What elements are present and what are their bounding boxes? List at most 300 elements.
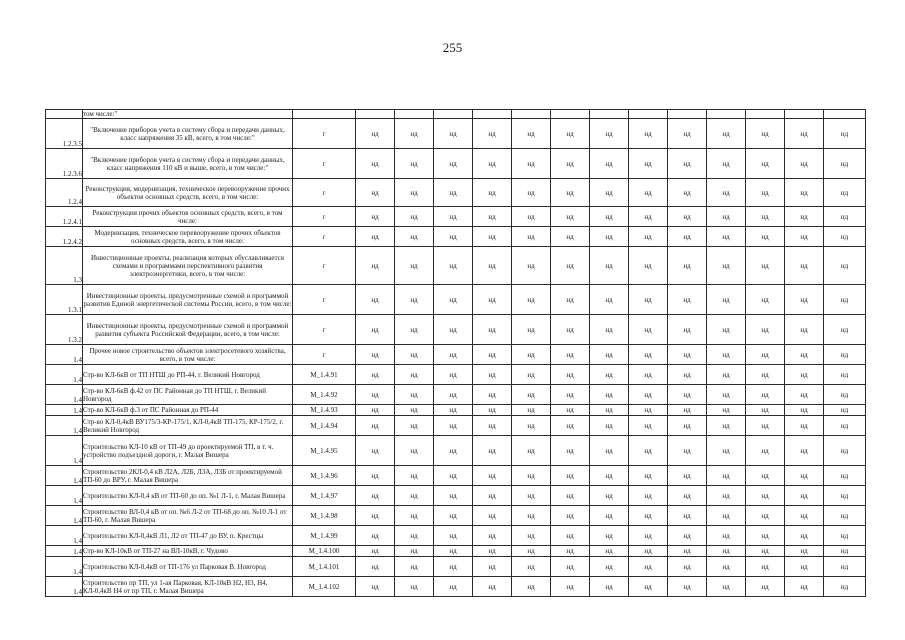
- row-value-cell: нд: [629, 385, 668, 405]
- row-value-cell: нд: [707, 247, 746, 285]
- row-value-cell: нд: [434, 207, 473, 227]
- row-name: Строительство КЛ-0,4кВ от ТП-176 ул Парковая В. Новгород: [83, 557, 293, 577]
- row-value-cell: нд: [551, 546, 590, 557]
- row-code: [46, 110, 83, 119]
- row-value-cell: нд: [551, 207, 590, 227]
- row-value-cell: нд: [395, 486, 434, 506]
- row-value-cell: нд: [707, 506, 746, 526]
- row-value-cell: нд: [746, 557, 785, 577]
- row-value-cell: нд: [785, 405, 824, 416]
- row-value-cell: нд: [785, 416, 824, 436]
- row-value-cell: [590, 110, 629, 119]
- row-code: 1.3.2: [46, 315, 83, 345]
- row-value-cell: нд: [668, 247, 707, 285]
- row-value-cell: нд: [746, 227, 785, 247]
- row-value-cell: нд: [746, 526, 785, 546]
- row-value-cell: нд: [590, 405, 629, 416]
- row-value-cell: нд: [395, 285, 434, 315]
- row-value-cell: нд: [434, 227, 473, 247]
- row-value-cell: нд: [356, 179, 395, 207]
- row-value-cell: нд: [395, 365, 434, 385]
- row-value-cell: нд: [707, 285, 746, 315]
- row-value-cell: нд: [785, 506, 824, 526]
- table-row: [46, 486, 866, 506]
- row-value-cell: нд: [746, 466, 785, 486]
- row-value-cell: нд: [473, 416, 512, 436]
- row-unit: M_1.4.101: [293, 557, 356, 577]
- row-value-cell: нд: [629, 466, 668, 486]
- row-value-cell: нд: [551, 315, 590, 345]
- row-value-cell: нд: [551, 345, 590, 365]
- row-value-cell: нд: [395, 577, 434, 597]
- row-value-cell: нд: [434, 149, 473, 179]
- row-name: Стр-во КЛ-6кВ ф.3 от ПС Районная до РП-44: [83, 405, 293, 416]
- row-value-cell: нд: [356, 486, 395, 506]
- row-value-cell: нд: [512, 207, 551, 227]
- row-value-cell: нд: [824, 405, 866, 416]
- row-value-cell: нд: [629, 227, 668, 247]
- table-row: [46, 506, 866, 526]
- row-value-cell: нд: [395, 179, 434, 207]
- row-value-cell: нд: [785, 285, 824, 315]
- row-code: 1.2.4: [46, 179, 83, 207]
- row-value-cell: нд: [746, 365, 785, 385]
- row-value-cell: нд: [356, 557, 395, 577]
- row-value-cell: нд: [824, 149, 866, 179]
- row-value-cell: нд: [629, 149, 668, 179]
- row-value-cell: нд: [590, 285, 629, 315]
- row-unit: г: [293, 227, 356, 247]
- row-value-cell: нд: [590, 365, 629, 385]
- table-row: [46, 385, 866, 405]
- row-value-cell: нд: [590, 506, 629, 526]
- row-name: "Включение приборов учета в систему сбора и передачи данных, класс напряжения 35 кВ, всего, в том числе:": [83, 119, 293, 149]
- row-value-cell: нд: [746, 149, 785, 179]
- row-value-cell: нд: [512, 416, 551, 436]
- row-value-cell: нд: [395, 506, 434, 526]
- row-value-cell: нд: [473, 486, 512, 506]
- row-value-cell: нд: [824, 466, 866, 486]
- row-value-cell: нд: [434, 557, 473, 577]
- row-value-cell: нд: [629, 405, 668, 416]
- row-value-cell: [551, 110, 590, 119]
- row-value-cell: нд: [824, 119, 866, 149]
- row-unit: г: [293, 285, 356, 315]
- row-value-cell: нд: [356, 247, 395, 285]
- row-value-cell: нд: [512, 577, 551, 597]
- row-value-cell: нд: [473, 385, 512, 405]
- row-value-cell: нд: [668, 466, 707, 486]
- row-value-cell: нд: [707, 385, 746, 405]
- row-unit: M_1.4.95: [293, 436, 356, 466]
- table-row: [46, 119, 866, 149]
- row-value-cell: нд: [551, 149, 590, 179]
- row-code: 1.4: [46, 557, 83, 577]
- row-value-cell: нд: [668, 486, 707, 506]
- row-value-cell: нд: [395, 247, 434, 285]
- row-value-cell: нд: [356, 207, 395, 227]
- row-name: Стр-во КЛ-10кВ от ТП-27 на ВЛ-10кВ, г. Чудово: [83, 546, 293, 557]
- row-value-cell: нд: [551, 466, 590, 486]
- row-value-cell: нд: [746, 315, 785, 345]
- row-code: 1.2.3.6: [46, 149, 83, 179]
- row-value-cell: нд: [512, 227, 551, 247]
- row-value-cell: нд: [551, 486, 590, 506]
- row-value-cell: нд: [512, 149, 551, 179]
- row-value-cell: нд: [473, 506, 512, 526]
- row-value-cell: нд: [356, 405, 395, 416]
- row-value-cell: нд: [512, 345, 551, 365]
- row-value-cell: нд: [434, 385, 473, 405]
- row-value-cell: [512, 110, 551, 119]
- row-value-cell: нд: [512, 486, 551, 506]
- row-value-cell: нд: [824, 385, 866, 405]
- row-value-cell: нд: [590, 179, 629, 207]
- row-value-cell: нд: [785, 315, 824, 345]
- row-value-cell: нд: [512, 247, 551, 285]
- table-row: [46, 557, 866, 577]
- row-value-cell: нд: [395, 416, 434, 436]
- row-value-cell: нд: [551, 385, 590, 405]
- row-value-cell: нд: [473, 436, 512, 466]
- row-unit: г: [293, 247, 356, 285]
- row-value-cell: нд: [551, 405, 590, 416]
- row-value-cell: нд: [668, 365, 707, 385]
- row-code: 1.4: [46, 466, 83, 486]
- row-value-cell: нд: [395, 436, 434, 466]
- row-value-cell: нд: [512, 315, 551, 345]
- row-value-cell: нд: [824, 436, 866, 466]
- row-value-cell: нд: [434, 466, 473, 486]
- row-value-cell: нд: [551, 506, 590, 526]
- row-value-cell: нд: [824, 365, 866, 385]
- row-value-cell: нд: [590, 207, 629, 227]
- row-unit: M_1.4.93: [293, 405, 356, 416]
- row-value-cell: нд: [629, 119, 668, 149]
- row-value-cell: нд: [785, 149, 824, 179]
- row-value-cell: нд: [434, 546, 473, 557]
- row-value-cell: нд: [356, 546, 395, 557]
- row-name: Стр-во КЛ-6кВ ф.42 от ПС Районная до ТП НТШ, г. Великий Новгород: [83, 385, 293, 405]
- row-value-cell: нд: [590, 247, 629, 285]
- row-value-cell: нд: [590, 546, 629, 557]
- row-value-cell: нд: [512, 526, 551, 546]
- row-code: 1.4: [46, 365, 83, 385]
- row-value-cell: нд: [824, 207, 866, 227]
- row-value-cell: нд: [512, 285, 551, 315]
- row-value-cell: нд: [785, 179, 824, 207]
- row-value-cell: нд: [668, 207, 707, 227]
- row-value-cell: нд: [824, 285, 866, 315]
- row-unit: г: [293, 207, 356, 227]
- row-value-cell: нд: [707, 526, 746, 546]
- row-value-cell: нд: [551, 179, 590, 207]
- row-value-cell: нд: [668, 416, 707, 436]
- row-value-cell: нд: [395, 227, 434, 247]
- row-value-cell: нд: [395, 207, 434, 227]
- row-value-cell: нд: [707, 436, 746, 466]
- row-value-cell: нд: [707, 405, 746, 416]
- table-row: [46, 227, 866, 247]
- row-name: Инвестиционные проекты, реализация которых обуславливается схемами и программами перспективного развития электроэнергетики, всего, в том числе:: [83, 247, 293, 285]
- row-value-cell: нд: [629, 546, 668, 557]
- row-value-cell: нд: [590, 227, 629, 247]
- row-code: 1.2.3.5: [46, 119, 83, 149]
- row-value-cell: нд: [668, 577, 707, 597]
- row-value-cell: нд: [590, 119, 629, 149]
- row-unit: M_1.4.94: [293, 416, 356, 436]
- row-value-cell: нд: [785, 385, 824, 405]
- row-code: 1.4: [46, 486, 83, 506]
- row-code: 1.4: [46, 506, 83, 526]
- row-value-cell: нд: [746, 506, 785, 526]
- row-value-cell: нд: [590, 557, 629, 577]
- row-value-cell: нд: [668, 506, 707, 526]
- row-value-cell: [434, 110, 473, 119]
- row-value-cell: нд: [395, 405, 434, 416]
- row-value-cell: нд: [629, 285, 668, 315]
- page-number: 255: [442, 40, 463, 55]
- row-value-cell: нд: [824, 546, 866, 557]
- row-name: Строительство КЛ-0,4 кВ от ТП-60 до оп. №1 Л-1, г. Малая Вишера: [83, 486, 293, 506]
- row-value-cell: нд: [824, 577, 866, 597]
- row-value-cell: нд: [746, 486, 785, 506]
- row-value-cell: нд: [629, 506, 668, 526]
- row-value-cell: нд: [824, 345, 866, 365]
- row-value-cell: нд: [785, 436, 824, 466]
- row-unit: M_1.4.96: [293, 466, 356, 486]
- row-value-cell: нд: [356, 149, 395, 179]
- row-value-cell: нд: [824, 526, 866, 546]
- row-name: "Включение приборов учета в систему сбора и передачи данных, класс напряжения 110 кВ и выше, всего, в том числе:": [83, 149, 293, 179]
- row-value-cell: нд: [356, 227, 395, 247]
- row-unit: M_1.4.102: [293, 577, 356, 597]
- row-value-cell: нд: [590, 486, 629, 506]
- row-value-cell: нд: [668, 546, 707, 557]
- row-value-cell: нд: [434, 486, 473, 506]
- row-value-cell: нд: [473, 577, 512, 597]
- row-value-cell: нд: [668, 557, 707, 577]
- row-value-cell: нд: [629, 179, 668, 207]
- table-row: [46, 416, 866, 436]
- row-value-cell: нд: [512, 405, 551, 416]
- row-value-cell: нд: [707, 557, 746, 577]
- row-unit: г: [293, 345, 356, 365]
- row-value-cell: нд: [473, 247, 512, 285]
- row-value-cell: нд: [707, 345, 746, 365]
- row-value-cell: нд: [824, 506, 866, 526]
- row-name: Прочее новое строительство объектов электросетевого хозяйства, всего, в том числе:: [83, 345, 293, 365]
- row-value-cell: нд: [629, 207, 668, 227]
- row-value-cell: нд: [629, 416, 668, 436]
- row-value-cell: нд: [824, 557, 866, 577]
- row-code: 1.4: [46, 385, 83, 405]
- row-value-cell: нд: [473, 526, 512, 546]
- row-value-cell: нд: [395, 557, 434, 577]
- row-value-cell: нд: [551, 557, 590, 577]
- row-code: 1.2.4.1: [46, 207, 83, 227]
- row-value-cell: нд: [512, 506, 551, 526]
- row-name: Модернизация, техническое перевооружение прочих объектов основных средств, всего, в том числе:: [83, 227, 293, 247]
- row-value-cell: нд: [434, 179, 473, 207]
- row-value-cell: нд: [551, 119, 590, 149]
- row-value-cell: нд: [746, 247, 785, 285]
- row-unit: M_1.4.92: [293, 385, 356, 405]
- row-unit: г: [293, 315, 356, 345]
- row-value-cell: нд: [590, 345, 629, 365]
- table-row: [46, 315, 866, 345]
- row-value-cell: нд: [707, 315, 746, 345]
- row-value-cell: нд: [785, 365, 824, 385]
- row-value-cell: нд: [395, 526, 434, 546]
- table-row: [46, 365, 866, 385]
- row-value-cell: нд: [668, 179, 707, 207]
- row-value-cell: нд: [746, 385, 785, 405]
- row-unit: г: [293, 119, 356, 149]
- row-unit: M_1.4.97: [293, 486, 356, 506]
- row-value-cell: [746, 110, 785, 119]
- row-value-cell: нд: [785, 486, 824, 506]
- row-value-cell: нд: [473, 119, 512, 149]
- row-value-cell: нд: [785, 557, 824, 577]
- row-code: 1.4: [46, 405, 83, 416]
- row-value-cell: нд: [824, 247, 866, 285]
- row-value-cell: нд: [512, 546, 551, 557]
- row-value-cell: нд: [590, 416, 629, 436]
- table-row: [46, 345, 866, 365]
- row-value-cell: нд: [824, 416, 866, 436]
- row-name: Реконструкция, модернизация, техническое перевооружение прочих объектов основных средств, всего, в том числе:: [83, 179, 293, 207]
- row-value-cell: нд: [668, 315, 707, 345]
- row-value-cell: нд: [707, 577, 746, 597]
- row-value-cell: нд: [434, 436, 473, 466]
- table-row: [46, 285, 866, 315]
- row-value-cell: [395, 110, 434, 119]
- row-value-cell: нд: [551, 227, 590, 247]
- row-value-cell: нд: [434, 315, 473, 345]
- table-row: [46, 405, 866, 416]
- row-value-cell: нд: [785, 546, 824, 557]
- row-value-cell: нд: [473, 227, 512, 247]
- row-value-cell: нд: [434, 247, 473, 285]
- row-value-cell: нд: [395, 345, 434, 365]
- row-value-cell: нд: [395, 385, 434, 405]
- row-value-cell: [629, 110, 668, 119]
- row-name: Строительство пр ТП, ул 1-ая Парковая, КЛ-10кВ Н2, Н3, Н4, КЛ-0,4кВ Н4 от пр ТП, г. Малая Вишера: [83, 577, 293, 597]
- row-value-cell: нд: [707, 466, 746, 486]
- row-value-cell: нд: [434, 365, 473, 385]
- row-name: Строительство ВЛ-0,4 кВ от оп. №6 Л-2 от ТП-68 до оп. №10 Л-1 от ТП-60, г. Малая Вишера: [83, 506, 293, 526]
- row-value-cell: нд: [746, 546, 785, 557]
- row-code: 1.3: [46, 247, 83, 285]
- table-row: [46, 577, 866, 597]
- row-value-cell: нд: [785, 207, 824, 227]
- row-value-cell: нд: [356, 365, 395, 385]
- row-value-cell: нд: [668, 345, 707, 365]
- row-value-cell: нд: [590, 315, 629, 345]
- row-value-cell: нд: [629, 577, 668, 597]
- row-value-cell: нд: [707, 365, 746, 385]
- row-unit: M_1.4.98: [293, 506, 356, 526]
- row-value-cell: нд: [785, 466, 824, 486]
- row-unit: [293, 110, 356, 119]
- row-value-cell: нд: [356, 315, 395, 345]
- row-value-cell: нд: [512, 365, 551, 385]
- row-value-cell: нд: [551, 436, 590, 466]
- row-value-cell: нд: [356, 526, 395, 546]
- row-value-cell: нд: [551, 285, 590, 315]
- row-value-cell: нд: [746, 436, 785, 466]
- row-value-cell: нд: [473, 405, 512, 416]
- row-value-cell: нд: [551, 577, 590, 597]
- row-value-cell: нд: [629, 436, 668, 466]
- row-value-cell: нд: [512, 179, 551, 207]
- row-value-cell: нд: [512, 436, 551, 466]
- row-value-cell: нд: [356, 506, 395, 526]
- table-row: [46, 546, 866, 557]
- row-value-cell: нд: [434, 405, 473, 416]
- row-value-cell: нд: [434, 416, 473, 436]
- table-row: [46, 110, 866, 119]
- row-value-cell: нд: [473, 466, 512, 486]
- row-name: Инвестиционные проекты, предусмотренные схемой и программой развития Единой энергетической системы России, всего, в том числе:: [83, 285, 293, 315]
- row-unit: M_1.4.100: [293, 546, 356, 557]
- row-value-cell: нд: [356, 466, 395, 486]
- table-row: [46, 247, 866, 285]
- row-value-cell: нд: [434, 119, 473, 149]
- row-code: 1.4: [46, 546, 83, 557]
- row-value-cell: [668, 110, 707, 119]
- row-value-cell: нд: [746, 345, 785, 365]
- row-name: Инвестиционные проекты, предусмотренные схемой и программой развития субъекта Российской Федерации, всего, в том числе:: [83, 315, 293, 345]
- row-value-cell: нд: [707, 179, 746, 207]
- row-value-cell: нд: [707, 207, 746, 227]
- row-value-cell: нд: [746, 285, 785, 315]
- row-value-cell: нд: [356, 345, 395, 365]
- row-code: 1.4: [46, 416, 83, 436]
- row-value-cell: нд: [473, 179, 512, 207]
- row-value-cell: нд: [629, 365, 668, 385]
- row-value-cell: нд: [356, 285, 395, 315]
- row-value-cell: нд: [707, 416, 746, 436]
- table-row: [46, 207, 866, 227]
- row-value-cell: нд: [395, 119, 434, 149]
- row-value-cell: [356, 110, 395, 119]
- row-value-cell: [707, 110, 746, 119]
- row-value-cell: нд: [473, 149, 512, 179]
- row-value-cell: нд: [629, 315, 668, 345]
- table-row: [46, 526, 866, 546]
- row-code: 1.4: [46, 577, 83, 597]
- row-name: Строительство 2КЛ-0,4 кВ Л2А, Л2Б, Л3А, Л3Б от проектируемой ТП-60 до ВРУ, г. Малая Вишера: [83, 466, 293, 486]
- row-value-cell: нд: [434, 526, 473, 546]
- row-code: 1.4: [46, 345, 83, 365]
- row-value-cell: нд: [551, 365, 590, 385]
- row-value-cell: нд: [629, 486, 668, 506]
- row-code: 1.4: [46, 526, 83, 546]
- row-unit: M_1.4.91: [293, 365, 356, 385]
- row-value-cell: нд: [785, 526, 824, 546]
- row-value-cell: нд: [395, 149, 434, 179]
- row-value-cell: нд: [551, 526, 590, 546]
- row-value-cell: нд: [512, 385, 551, 405]
- row-value-cell: нд: [746, 207, 785, 227]
- row-value-cell: нд: [707, 227, 746, 247]
- row-value-cell: нд: [629, 247, 668, 285]
- row-value-cell: нд: [785, 247, 824, 285]
- row-code: 1.3.1: [46, 285, 83, 315]
- row-unit: г: [293, 179, 356, 207]
